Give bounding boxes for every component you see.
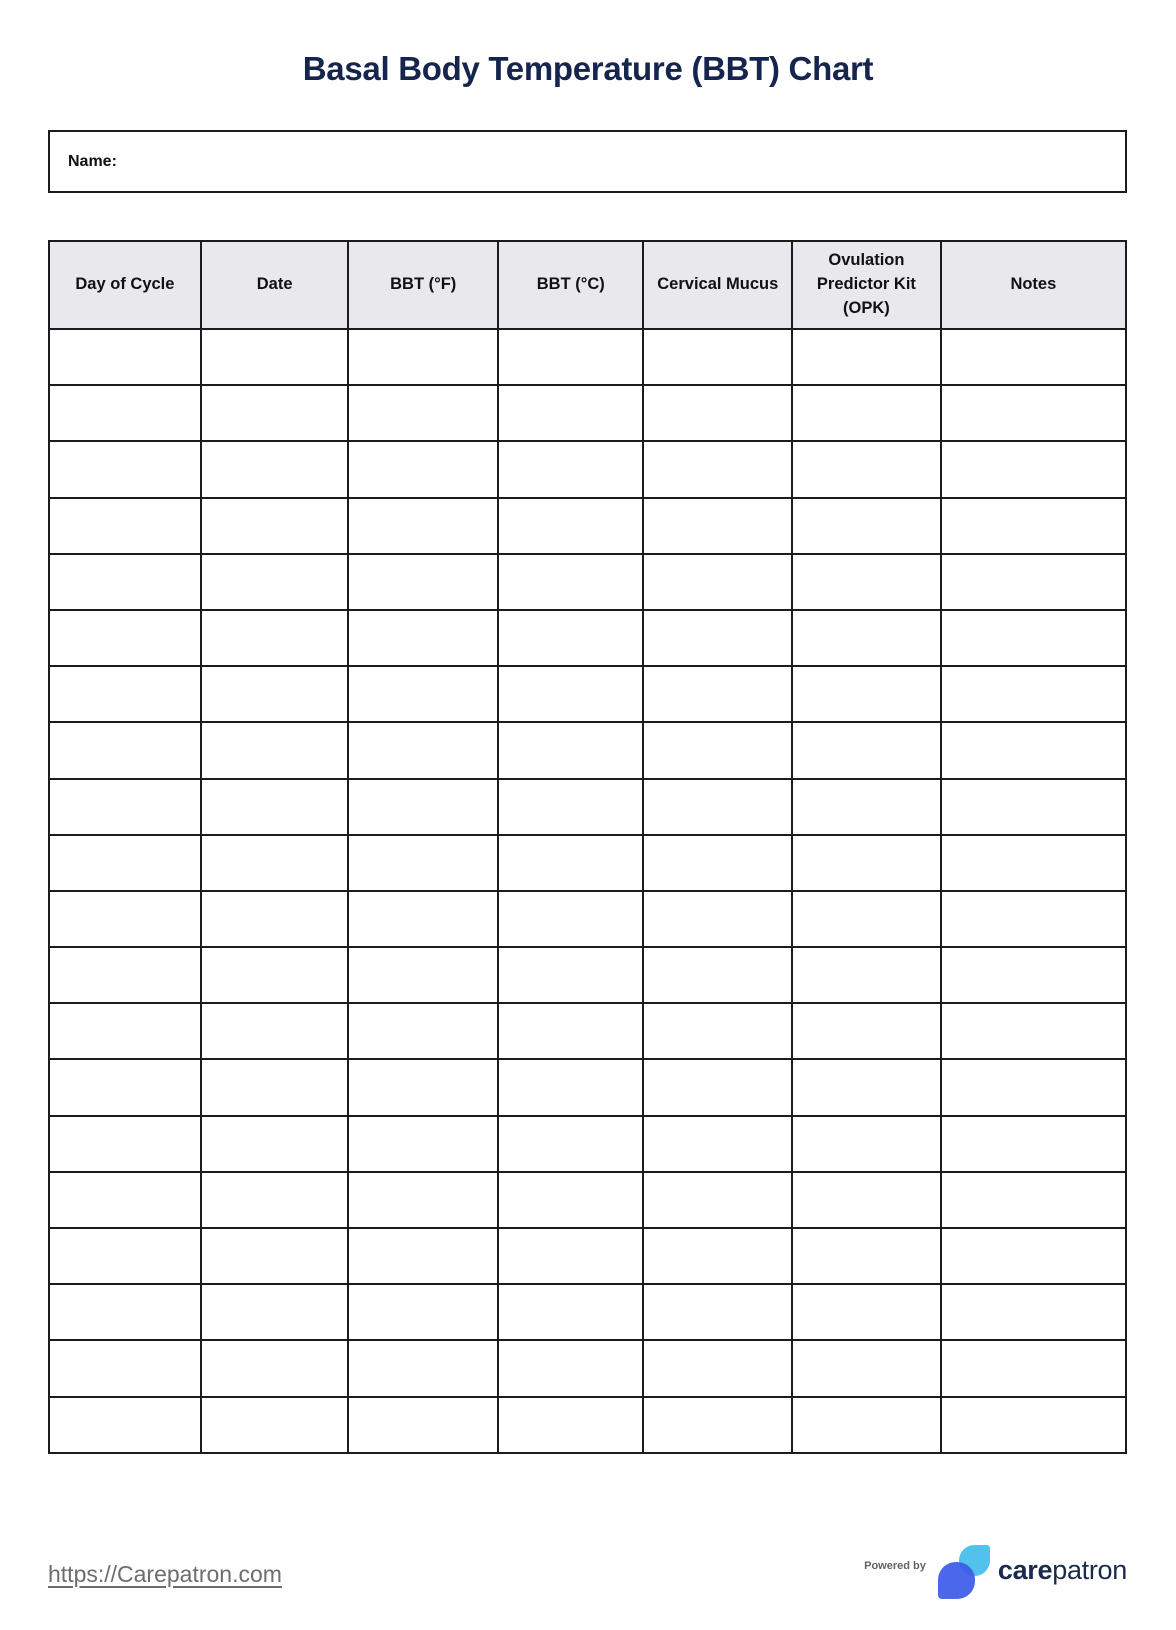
table-cell-day-of-cycle[interactable] bbox=[49, 835, 201, 891]
table-cell-bbt-f[interactable] bbox=[348, 666, 498, 722]
table-cell-ovulation-predictor-kit-opk[interactable] bbox=[792, 554, 941, 610]
table-cell-ovulation-predictor-kit-opk[interactable] bbox=[792, 722, 941, 778]
table-row bbox=[49, 498, 1126, 554]
table-cell-day-of-cycle[interactable] bbox=[49, 329, 201, 385]
table-cell-bbt-c[interactable] bbox=[498, 441, 643, 497]
table-cell-bbt-f[interactable] bbox=[348, 1172, 498, 1228]
table-cell-bbt-f[interactable] bbox=[348, 947, 498, 1003]
table-cell-notes[interactable] bbox=[941, 947, 1126, 1003]
table-row bbox=[49, 1228, 1126, 1284]
table-row bbox=[49, 1059, 1126, 1115]
column-header-ovulation-predictor-kit-opk: Ovulation Predictor Kit (OPK) bbox=[792, 241, 941, 329]
table-cell-date[interactable] bbox=[201, 554, 349, 610]
table-cell-bbt-f[interactable] bbox=[348, 891, 498, 947]
table-cell-bbt-c[interactable] bbox=[498, 385, 643, 441]
table-cell-ovulation-predictor-kit-opk[interactable] bbox=[792, 441, 941, 497]
table-cell-notes[interactable] bbox=[941, 441, 1126, 497]
column-header-date: Date bbox=[201, 241, 349, 329]
table-cell-notes[interactable] bbox=[941, 1172, 1126, 1228]
table-cell-ovulation-predictor-kit-opk[interactable] bbox=[792, 1228, 941, 1284]
table-cell-notes[interactable] bbox=[941, 610, 1126, 666]
table-cell-date[interactable] bbox=[201, 1228, 349, 1284]
table-row bbox=[49, 554, 1126, 610]
table-cell-day-of-cycle[interactable] bbox=[49, 1228, 201, 1284]
table-cell-notes[interactable] bbox=[941, 722, 1126, 778]
table-cell-cervical-mucus[interactable] bbox=[643, 722, 792, 778]
table-cell-bbt-f[interactable] bbox=[348, 1228, 498, 1284]
table-cell-bbt-f[interactable] bbox=[348, 1397, 498, 1453]
table-cell-bbt-f[interactable] bbox=[348, 554, 498, 610]
table-cell-bbt-c[interactable] bbox=[498, 1228, 643, 1284]
table-cell-notes[interactable] bbox=[941, 1397, 1126, 1453]
table-row bbox=[49, 1003, 1126, 1059]
table-cell-date[interactable] bbox=[201, 385, 349, 441]
table-cell-bbt-f[interactable] bbox=[348, 1116, 498, 1172]
table-cell-ovulation-predictor-kit-opk[interactable] bbox=[792, 835, 941, 891]
table-cell-notes[interactable] bbox=[941, 1116, 1126, 1172]
table-row bbox=[49, 1172, 1126, 1228]
table-row bbox=[49, 779, 1126, 835]
table-cell-bbt-c[interactable] bbox=[498, 666, 643, 722]
table-cell-day-of-cycle[interactable] bbox=[49, 610, 201, 666]
table-cell-bbt-f[interactable] bbox=[348, 1284, 498, 1340]
table-row bbox=[49, 891, 1126, 947]
table-cell-notes[interactable] bbox=[941, 779, 1126, 835]
table-cell-ovulation-predictor-kit-opk[interactable] bbox=[792, 1397, 941, 1453]
table-cell-day-of-cycle[interactable] bbox=[49, 1340, 201, 1396]
table-cell-date[interactable] bbox=[201, 1003, 349, 1059]
table-cell-ovulation-predictor-kit-opk[interactable] bbox=[792, 1172, 941, 1228]
table-cell-cervical-mucus[interactable] bbox=[643, 329, 792, 385]
table-cell-ovulation-predictor-kit-opk[interactable] bbox=[792, 1116, 941, 1172]
column-header-cervical-mucus: Cervical Mucus bbox=[643, 241, 792, 329]
table-cell-bbt-c[interactable] bbox=[498, 1397, 643, 1453]
table-cell-day-of-cycle[interactable] bbox=[49, 441, 201, 497]
table-row bbox=[49, 835, 1126, 891]
table-cell-cervical-mucus[interactable] bbox=[643, 554, 792, 610]
table-cell-bbt-c[interactable] bbox=[498, 554, 643, 610]
table-row bbox=[49, 1116, 1126, 1172]
table-cell-cervical-mucus[interactable] bbox=[643, 1116, 792, 1172]
table-cell-ovulation-predictor-kit-opk[interactable] bbox=[792, 947, 941, 1003]
carepatron-link[interactable]: https://Carepatron.com bbox=[48, 1561, 282, 1587]
carepatron-logo-icon bbox=[938, 1543, 992, 1601]
column-header-notes: Notes bbox=[941, 241, 1126, 329]
table-cell-cervical-mucus[interactable] bbox=[643, 1340, 792, 1396]
table-cell-bbt-c[interactable] bbox=[498, 329, 643, 385]
table-cell-ovulation-predictor-kit-opk[interactable] bbox=[792, 610, 941, 666]
table-cell-bbt-c[interactable] bbox=[498, 722, 643, 778]
table-cell-bbt-c[interactable] bbox=[498, 1059, 643, 1115]
table-cell-notes[interactable] bbox=[941, 1003, 1126, 1059]
table-cell-ovulation-predictor-kit-opk[interactable] bbox=[792, 1059, 941, 1115]
table-cell-day-of-cycle[interactable] bbox=[49, 385, 201, 441]
table-cell-day-of-cycle[interactable] bbox=[49, 498, 201, 554]
table-cell-bbt-c[interactable] bbox=[498, 1116, 643, 1172]
page-title: Basal Body Temperature (BBT) Chart bbox=[302, 50, 874, 87]
table-cell-date[interactable] bbox=[201, 441, 349, 497]
table-cell-cervical-mucus[interactable] bbox=[643, 1397, 792, 1453]
table-cell-bbt-c[interactable] bbox=[498, 835, 643, 891]
table-cell-notes[interactable] bbox=[941, 835, 1126, 891]
table-cell-ovulation-predictor-kit-opk[interactable] bbox=[792, 891, 941, 947]
table-cell-ovulation-predictor-kit-opk[interactable] bbox=[792, 329, 941, 385]
table-cell-cervical-mucus[interactable] bbox=[643, 1003, 792, 1059]
table-cell-day-of-cycle[interactable] bbox=[49, 1116, 201, 1172]
table-cell-day-of-cycle[interactable] bbox=[49, 1172, 201, 1228]
table-cell-day-of-cycle[interactable] bbox=[49, 1397, 201, 1453]
table-cell-bbt-f[interactable] bbox=[348, 722, 498, 778]
column-header-day-of-cycle: Day of Cycle bbox=[49, 241, 201, 329]
table-cell-day-of-cycle[interactable] bbox=[49, 554, 201, 610]
table-cell-date[interactable] bbox=[201, 498, 349, 554]
table-cell-notes[interactable] bbox=[941, 498, 1126, 554]
table-cell-cervical-mucus[interactable] bbox=[643, 498, 792, 554]
table-cell-cervical-mucus[interactable] bbox=[643, 1059, 792, 1115]
table-cell-bbt-f[interactable] bbox=[348, 835, 498, 891]
table-cell-date[interactable] bbox=[201, 610, 349, 666]
table-cell-ovulation-predictor-kit-opk[interactable] bbox=[792, 498, 941, 554]
wordmark-patron: patron bbox=[1052, 1554, 1127, 1585]
table-row bbox=[49, 1397, 1126, 1453]
table-cell-bbt-c[interactable] bbox=[498, 891, 643, 947]
table-cell-date[interactable] bbox=[201, 1172, 349, 1228]
table-cell-date[interactable] bbox=[201, 891, 349, 947]
table-cell-notes[interactable] bbox=[941, 1228, 1126, 1284]
table-cell-cervical-mucus[interactable] bbox=[643, 891, 792, 947]
table-cell-notes[interactable] bbox=[941, 891, 1126, 947]
table-cell-ovulation-predictor-kit-opk[interactable] bbox=[792, 779, 941, 835]
table-cell-bbt-c[interactable] bbox=[498, 1172, 643, 1228]
table-cell-cervical-mucus[interactable] bbox=[643, 1228, 792, 1284]
table-cell-day-of-cycle[interactable] bbox=[49, 722, 201, 778]
table-cell-date[interactable] bbox=[201, 722, 349, 778]
table-cell-ovulation-predictor-kit-opk[interactable] bbox=[792, 1003, 941, 1059]
table-cell-bbt-c[interactable] bbox=[498, 779, 643, 835]
table-cell-cervical-mucus[interactable] bbox=[643, 779, 792, 835]
powered-by-label: Powered by bbox=[864, 1560, 926, 1572]
table-cell-day-of-cycle[interactable] bbox=[49, 1003, 201, 1059]
table-row bbox=[49, 441, 1126, 497]
table-cell-ovulation-predictor-kit-opk[interactable] bbox=[792, 666, 941, 722]
name-field[interactable] bbox=[48, 130, 1127, 193]
table-cell-date[interactable] bbox=[201, 779, 349, 835]
table-cell-date[interactable] bbox=[201, 1340, 349, 1396]
table-cell-notes[interactable] bbox=[941, 385, 1126, 441]
table-cell-cervical-mucus[interactable] bbox=[643, 947, 792, 1003]
table-cell-day-of-cycle[interactable] bbox=[49, 947, 201, 1003]
table-row bbox=[49, 329, 1126, 385]
table-cell-bbt-f[interactable] bbox=[348, 329, 498, 385]
table-cell-bbt-f[interactable] bbox=[348, 385, 498, 441]
table-cell-bbt-f[interactable] bbox=[348, 1340, 498, 1396]
column-header-bbt-f: BBT (°F) bbox=[348, 241, 498, 329]
bbt-table bbox=[48, 240, 1127, 1454]
table-cell-ovulation-predictor-kit-opk[interactable] bbox=[792, 1284, 941, 1340]
table-cell-date[interactable] bbox=[201, 1284, 349, 1340]
table-cell-date[interactable] bbox=[201, 666, 349, 722]
carepatron-brand bbox=[864, 1540, 1127, 1604]
carepatron-wordmark bbox=[998, 1555, 1127, 1586]
table-cell-bbt-c[interactable] bbox=[498, 1340, 643, 1396]
table-cell-bbt-f[interactable] bbox=[348, 498, 498, 554]
table-cell-cervical-mucus[interactable] bbox=[643, 441, 792, 497]
table-row bbox=[49, 610, 1126, 666]
table-cell-day-of-cycle[interactable] bbox=[49, 666, 201, 722]
name-field-label: Name: bbox=[68, 152, 117, 170]
table-header-row bbox=[49, 241, 1126, 329]
wordmark-care: care bbox=[997, 1554, 1053, 1585]
table-cell-bbt-f[interactable] bbox=[348, 779, 498, 835]
table-cell-date[interactable] bbox=[201, 1116, 349, 1172]
table-cell-bbt-f[interactable] bbox=[348, 1003, 498, 1059]
table-cell-cervical-mucus[interactable] bbox=[643, 1172, 792, 1228]
table-cell-ovulation-predictor-kit-opk[interactable] bbox=[792, 1340, 941, 1396]
table-cell-day-of-cycle[interactable] bbox=[49, 1284, 201, 1340]
table-cell-date[interactable] bbox=[201, 835, 349, 891]
table-row bbox=[49, 385, 1126, 441]
table-cell-notes[interactable] bbox=[941, 1059, 1126, 1115]
table-cell-cervical-mucus[interactable] bbox=[643, 385, 792, 441]
table-row bbox=[49, 666, 1126, 722]
table-cell-day-of-cycle[interactable] bbox=[49, 1059, 201, 1115]
table-cell-bbt-c[interactable] bbox=[498, 610, 643, 666]
logo-bubble-dark-icon bbox=[938, 1562, 975, 1599]
table-cell-bbt-c[interactable] bbox=[498, 947, 643, 1003]
table-cell-ovulation-predictor-kit-opk[interactable] bbox=[792, 385, 941, 441]
table-cell-date[interactable] bbox=[201, 947, 349, 1003]
table-cell-day-of-cycle[interactable] bbox=[49, 779, 201, 835]
table-row bbox=[49, 1284, 1126, 1340]
table-cell-bbt-f[interactable] bbox=[348, 610, 498, 666]
table-cell-notes[interactable] bbox=[941, 666, 1126, 722]
table-cell-notes[interactable] bbox=[941, 554, 1126, 610]
table-cell-notes[interactable] bbox=[941, 329, 1126, 385]
table-cell-bbt-c[interactable] bbox=[498, 1284, 643, 1340]
table-row bbox=[49, 1340, 1126, 1396]
table-cell-notes[interactable] bbox=[941, 1284, 1126, 1340]
table-cell-bbt-c[interactable] bbox=[498, 1003, 643, 1059]
table-cell-date[interactable] bbox=[201, 329, 349, 385]
name-field-value[interactable] bbox=[127, 150, 1125, 174]
table-cell-bbt-f[interactable] bbox=[348, 441, 498, 497]
table-cell-date[interactable] bbox=[201, 1397, 349, 1453]
table-cell-cervical-mucus[interactable] bbox=[643, 835, 792, 891]
table-cell-cervical-mucus[interactable] bbox=[643, 1284, 792, 1340]
column-header-bbt-c: BBT (°C) bbox=[498, 241, 643, 329]
table-row bbox=[49, 722, 1126, 778]
table-cell-date[interactable] bbox=[201, 1059, 349, 1115]
table-cell-bbt-f[interactable] bbox=[348, 1059, 498, 1115]
table-cell-notes[interactable] bbox=[941, 1340, 1126, 1396]
table-row bbox=[49, 947, 1126, 1003]
table-cell-cervical-mucus[interactable] bbox=[643, 666, 792, 722]
table-cell-cervical-mucus[interactable] bbox=[643, 610, 792, 666]
table-cell-day-of-cycle[interactable] bbox=[49, 891, 201, 947]
table-cell-bbt-c[interactable] bbox=[498, 498, 643, 554]
